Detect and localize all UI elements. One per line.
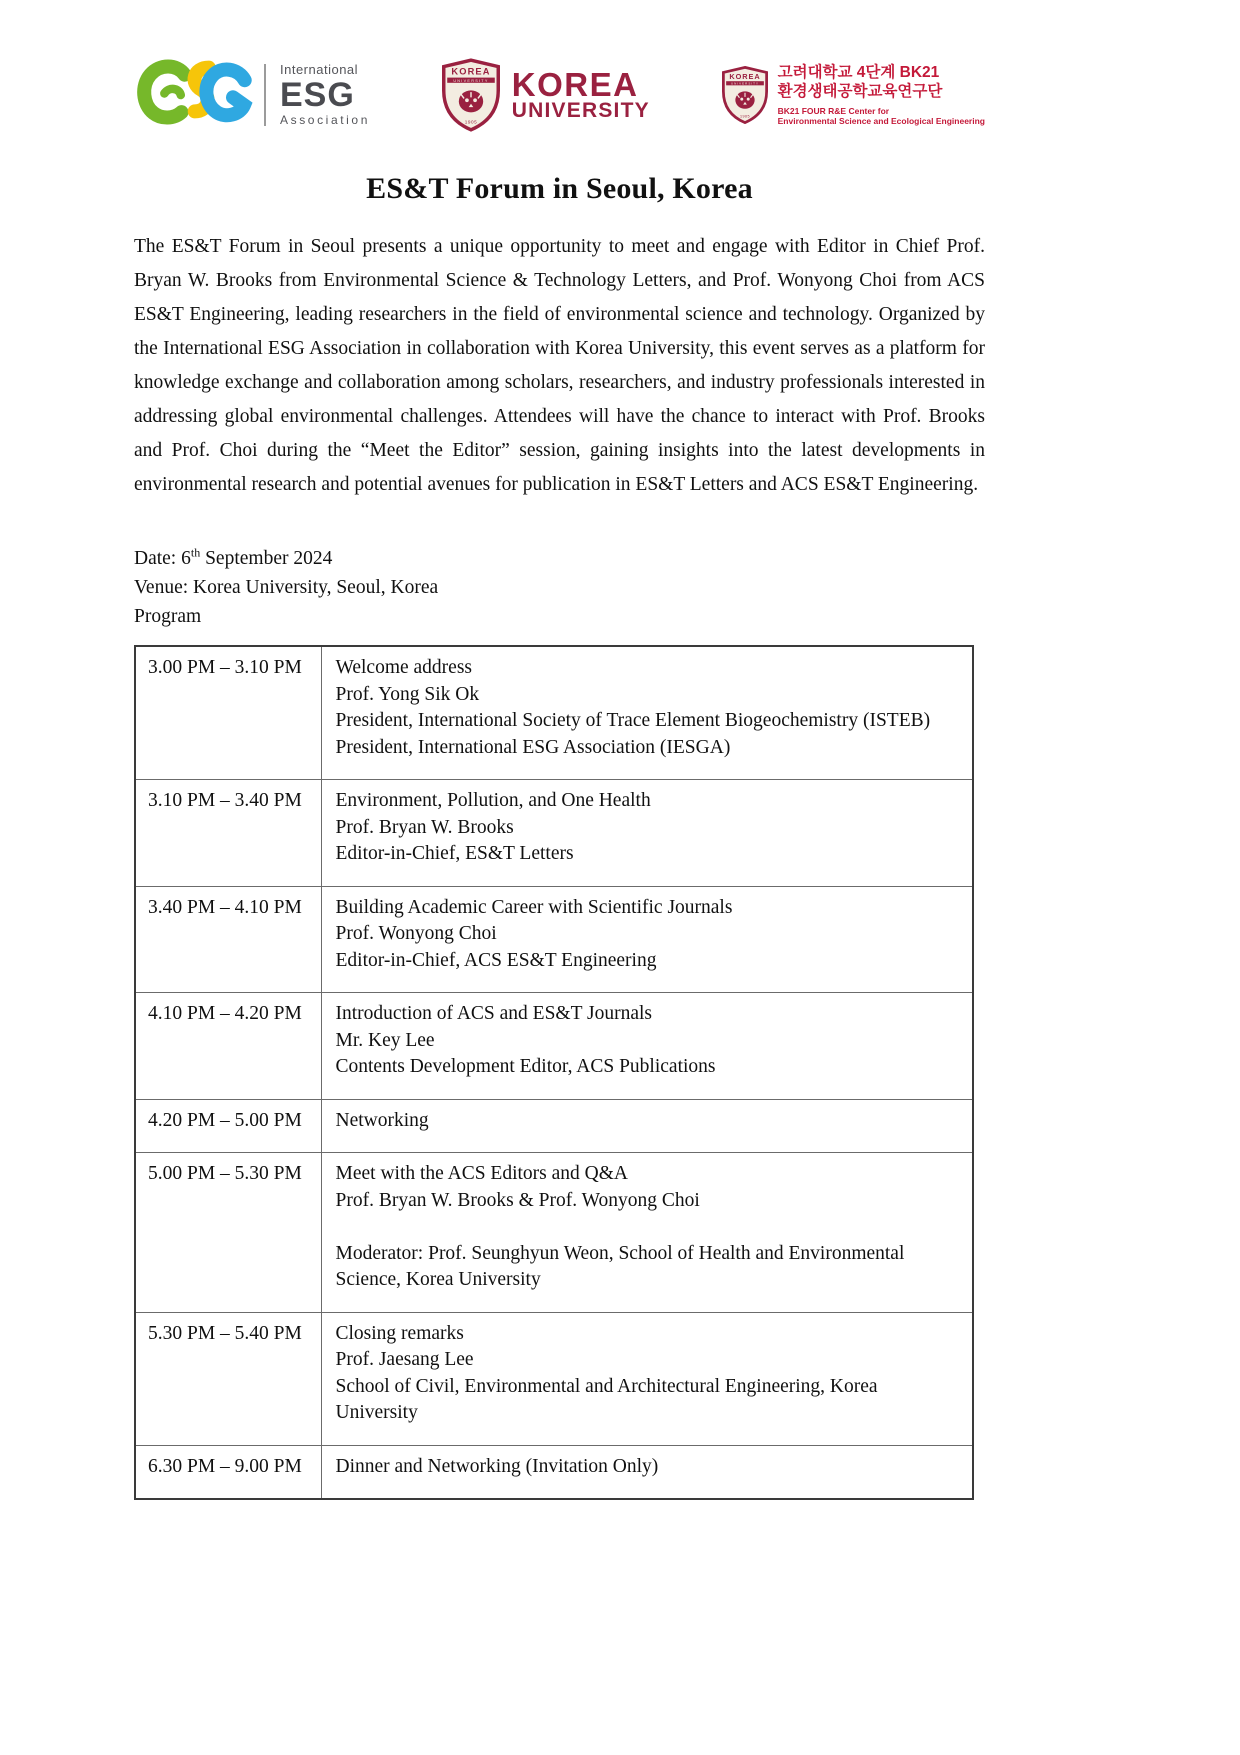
iesg-esg-glyph-icon [134, 56, 254, 134]
iesg-international-label: International [280, 62, 359, 78]
session-line: Moderator: Prof. Seunghyun Weon, School of Health and Environmental Science, Korea University [335, 1242, 905, 1290]
program-row [135, 780, 973, 887]
shield-year-text: 1905 [464, 119, 478, 125]
session-description [321, 993, 973, 1100]
date-line [134, 544, 985, 573]
iesg-esg-label: ESG [280, 76, 355, 115]
ku-wordmark-university: UNIVERSITY [511, 98, 650, 122]
session-line: Welcome address [335, 657, 472, 678]
bk21-center-logo [722, 63, 985, 127]
session-line: Mr. Key Lee [335, 1029, 435, 1051]
shield-university-text: UNIVERSITY [730, 81, 759, 86]
session-description [321, 646, 973, 780]
program-table [134, 645, 974, 1500]
session-time: 3.40 PM – 4.10 PM [135, 886, 321, 993]
session-line: Prof. Bryan W. Brooks [335, 816, 514, 838]
session-line: Prof. Yong Sik Ok [335, 683, 480, 705]
session-description [321, 780, 973, 887]
iesg-association-label: Association [280, 112, 370, 127]
session-line: Networking [335, 1109, 429, 1131]
session-description [321, 1153, 973, 1313]
iesg-logo-text [280, 63, 370, 127]
session-time: 3.00 PM – 3.10 PM [135, 646, 321, 780]
session-line: Prof. Wonyong Choi [335, 923, 497, 944]
bk21-english-lines [778, 106, 985, 127]
session-description [321, 1099, 973, 1153]
header-logos [134, 52, 985, 138]
program-row [135, 1312, 973, 1445]
session-time: 6.30 PM – 9.00 PM [135, 1445, 321, 1499]
session-line: President, International Society of Trace Element Biogeochemistry (ISTEB) [335, 710, 931, 731]
program-label: Program [134, 606, 202, 627]
program-row [135, 1099, 973, 1153]
session-line: Building Academic Career with Scientific Journals [335, 896, 733, 918]
session-line: Meet with the ACS Editors and Q&A [335, 1163, 628, 1184]
intro-paragraph: The ES&T Forum in Seoul presents a unique opportunity to meet and engage with Editor in Chief Prof. Bryan W. Brooks from Environmental Science & Technology Letters, and Prof. Wonyong Choi from ACS ES&T Engineering, leading researchers in the field of environmental science and technology. Organized by the International ESG Association in collaboration with Korea University, this event serves as a platform for knowledge exchange and collaboration among scholars, researchers, and industry professionals interested in addressing global environmental challenges. Attendees will have the chance to interact with Prof. Brooks and Prof. Choi during the “Meet the Editor” session, gaining insights into the latest developments in environmental research and potential avenues for publication in ES&T Letters and ACS ES&T Engineering. [134, 236, 985, 495]
session-line [336, 1214, 961, 1241]
program-row [135, 886, 973, 993]
session-line: School of Civil, Environmental and Architectural Engineering, Korea University [335, 1375, 878, 1423]
session-line: Introduction of ACS and ES&T Journals [335, 1003, 653, 1024]
session-line: Environment, Pollution, and One Health [335, 790, 651, 811]
session-line: Contents Development Editor, ACS Publications [335, 1056, 716, 1077]
iesg-association-logo [134, 56, 370, 134]
bk21-korean-line1: 고려대학교 4단계 BK21 [777, 64, 940, 81]
program-row [135, 1153, 973, 1313]
event-details [134, 544, 985, 631]
shield-korea-text: KOREA [729, 71, 761, 81]
session-line: Closing remarks [335, 1322, 464, 1344]
session-description [321, 1445, 973, 1499]
session-description [321, 886, 973, 993]
session-time: 3.10 PM – 3.40 PM [135, 780, 321, 887]
bk21-logo-text [778, 63, 985, 127]
ku-wordmark-korea: KOREA [511, 65, 639, 103]
session-line: Prof. Bryan W. Brooks & Prof. Wonyong Choi [335, 1189, 700, 1211]
session-time: 4.20 PM – 5.00 PM [135, 1099, 321, 1153]
date-label: Date: [134, 548, 182, 569]
page-title: ES&T Forum in Seoul, Korea [366, 172, 753, 205]
session-description [321, 1312, 973, 1445]
date-rest: September 2024 [200, 548, 333, 569]
session-time: 4.10 PM – 4.20 PM [135, 993, 321, 1100]
korea-university-shield-icon [442, 58, 500, 132]
korea-university-logo [442, 58, 650, 132]
session-line: Editor-in-Chief, ES&T Letters [335, 843, 574, 864]
session-line: President, International ESG Association (IESGA) [335, 736, 731, 758]
korea-university-wordmark [511, 65, 650, 122]
session-line: Dinner and Networking (Invitation Only) [335, 1455, 659, 1477]
iesg-logo-divider [264, 64, 266, 126]
session-time: 5.00 PM – 5.30 PM [135, 1153, 321, 1313]
bk21-shield-icon [722, 66, 768, 124]
program-row [135, 993, 973, 1100]
session-line: Prof. Jaesang Lee [335, 1349, 474, 1370]
bk21-english-line2: Environmental Science and Ecological Engineering [777, 116, 985, 127]
session-line: Editor-in-Chief, ACS ES&T Engineering [335, 949, 657, 971]
shield-korea-text: KOREA [451, 66, 491, 77]
bk21-english-line1: BK21 FOUR R&E Center for [777, 105, 890, 116]
session-time: 5.30 PM – 5.40 PM [135, 1312, 321, 1445]
date-ordinal-suffix: th [190, 545, 201, 560]
program-row [135, 646, 973, 780]
program-row [135, 1445, 973, 1499]
date-day: 6 [181, 548, 191, 569]
shield-year-text: 1905 [739, 114, 750, 119]
shield-university-text: UNIVERSITY [453, 78, 489, 83]
venue-line: Venue: Korea University, Seoul, Korea [134, 577, 439, 598]
bk21-korean-line2: 환경생태공학교육연구단 [777, 83, 943, 101]
